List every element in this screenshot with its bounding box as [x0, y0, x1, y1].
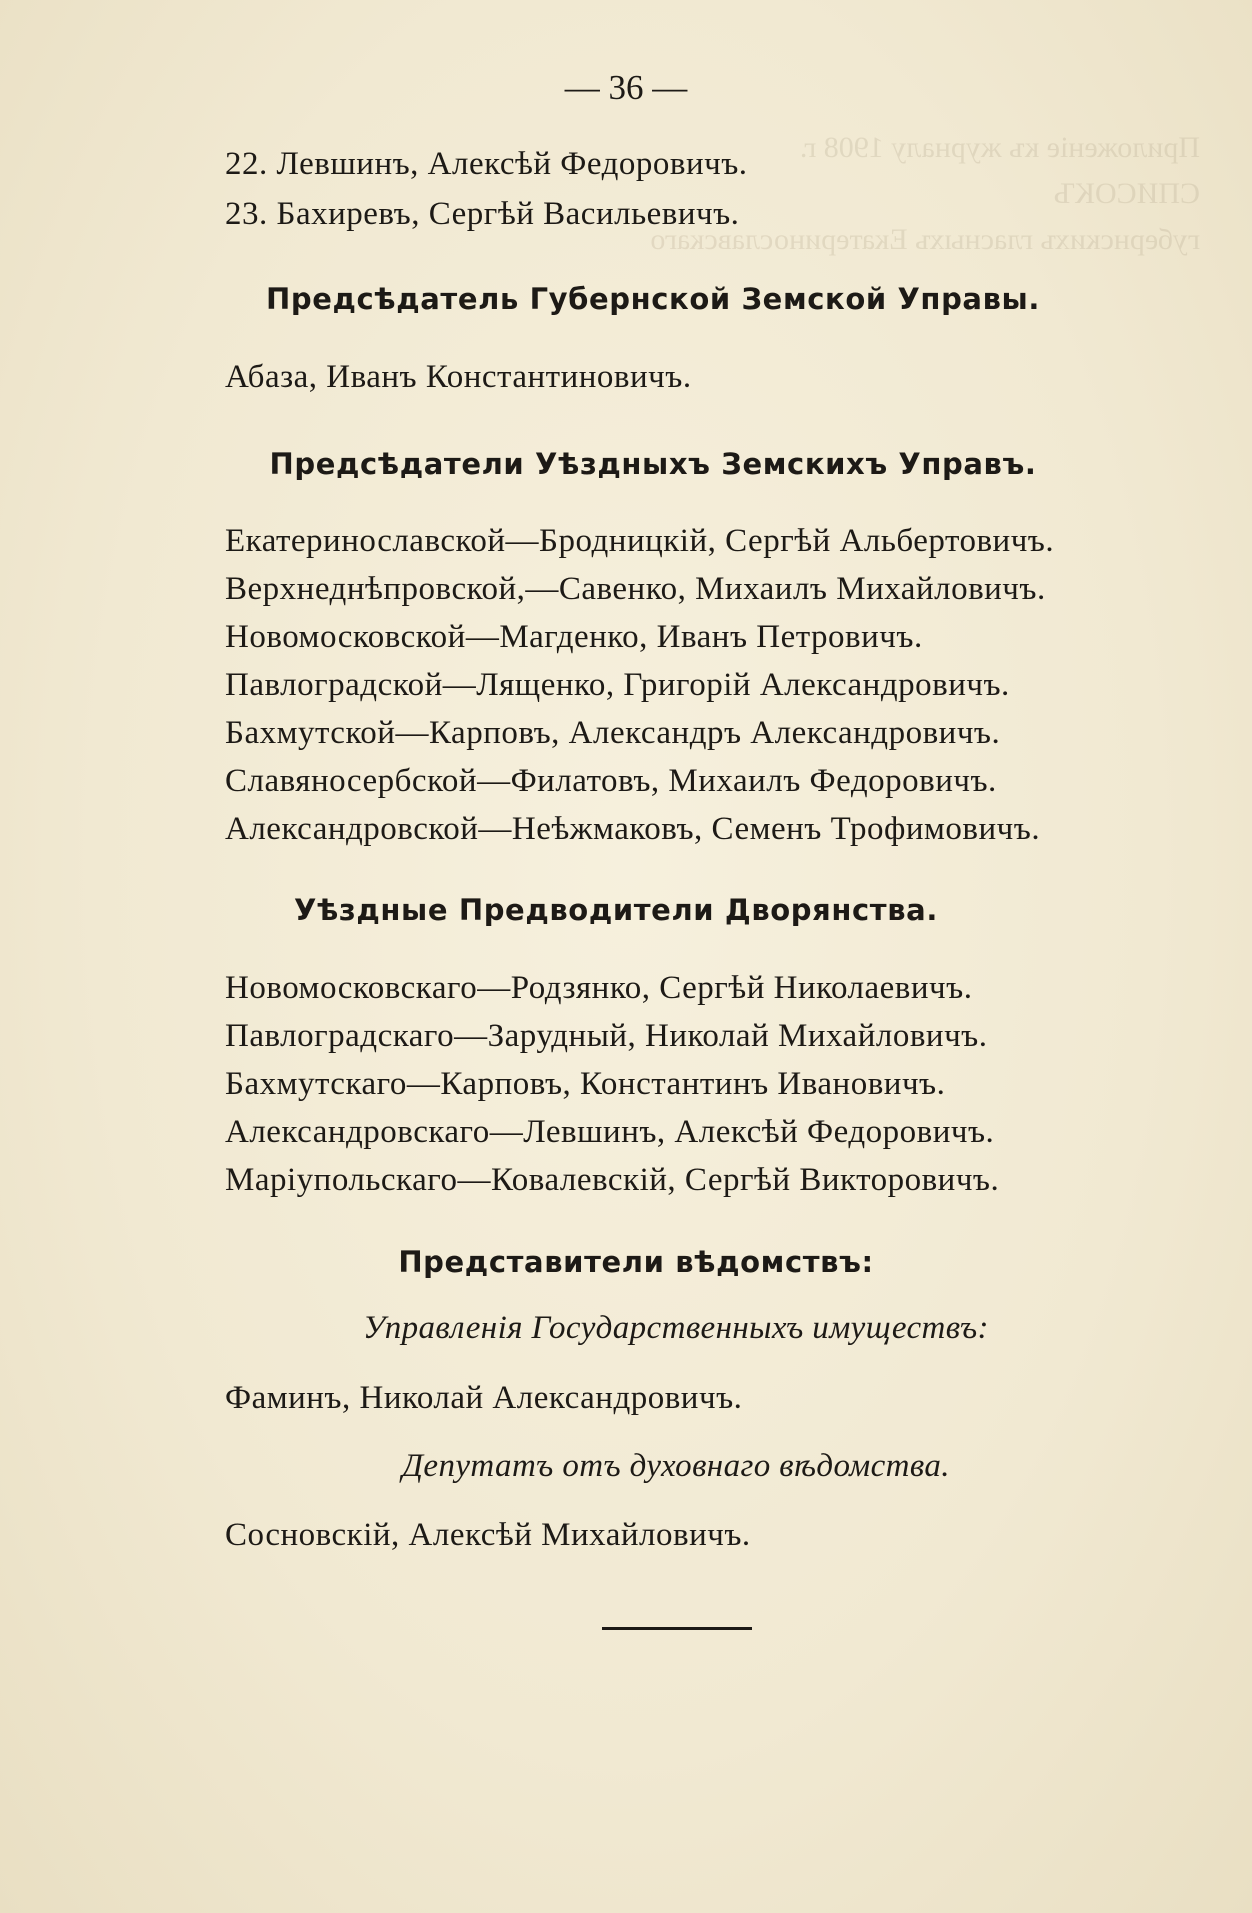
- list-item: Маріупольскаго—Ковалевскій, Сергѣй Викторовичъ.: [225, 1162, 1000, 1198]
- section-heading-nobility-leaders: Уѣздные Предводители Дворянства.: [294, 893, 938, 927]
- list-item: Павлоградскаго—Зарудный, Николай Михайловичъ.: [225, 1018, 988, 1054]
- list-item: 23. Бахиревъ, Сергѣй Васильевичъ.: [225, 196, 740, 232]
- chairman-name: Абаза, Иванъ Константиновичъ.: [225, 359, 692, 395]
- list-item: Верхнеднѣпровской,—Савенко, Михаилъ Михайловичъ.: [225, 571, 1046, 607]
- subheading-state-property: Управленія Государственныхъ имуществъ:: [363, 1310, 989, 1346]
- list-item: Александровскаго—Левшинъ, Алексѣй Федоровичъ.: [225, 1114, 995, 1150]
- bleed-through-text: Приложеніе къ журналу 1908 г. СПИСОКЪ губернскихъ гласныхъ Екатеринославскаго: [650, 131, 1200, 256]
- section-heading-district-chairmen: Предсѣдатели Уѣздныхъ Земскихъ Управъ.: [269, 447, 1037, 481]
- list-item: Новомосковской—Магденко, Иванъ Петровичъ.: [225, 619, 923, 655]
- page-number: — 36 —: [564, 68, 688, 107]
- list-item: Бахмутскаго—Карповъ, Константинъ Ивановичъ.: [225, 1066, 946, 1102]
- subheading-clergy-deputy: Депутатъ отъ духовнаго вѣдомства.: [402, 1448, 950, 1484]
- section-heading-departments: Представители вѣдомствъ:: [398, 1245, 874, 1279]
- section-heading-chairman: Предсѣдатель Губернской Земской Управы.: [265, 282, 1040, 316]
- list-item: Бахмутской—Карповъ, Александръ Александровичъ.: [225, 715, 1001, 751]
- list-item: Фаминъ, Николай Александровичъ.: [225, 1380, 743, 1416]
- list-item: Славяносербской—Филатовъ, Михаилъ Федоровичъ.: [225, 763, 997, 799]
- list-item: Александровской—Неѣжмаковъ, Семенъ Трофимовичъ.: [225, 811, 1041, 847]
- list-item: Павлоградской—Лященко, Григорій Александровичъ.: [225, 667, 1010, 703]
- list-item: Сосновскій, Алексѣй Михайловичъ.: [225, 1517, 751, 1553]
- end-rule: [602, 1627, 752, 1630]
- list-item: 22. Левшинъ, Алексѣй Федоровичъ.: [225, 146, 748, 182]
- list-item: Екатеринославской—Бродницкій, Сергѣй Альбертовичъ.: [225, 523, 1055, 559]
- list-item: Новомосковскаго—Родзянко, Сергѣй Николаевичъ.: [225, 970, 973, 1006]
